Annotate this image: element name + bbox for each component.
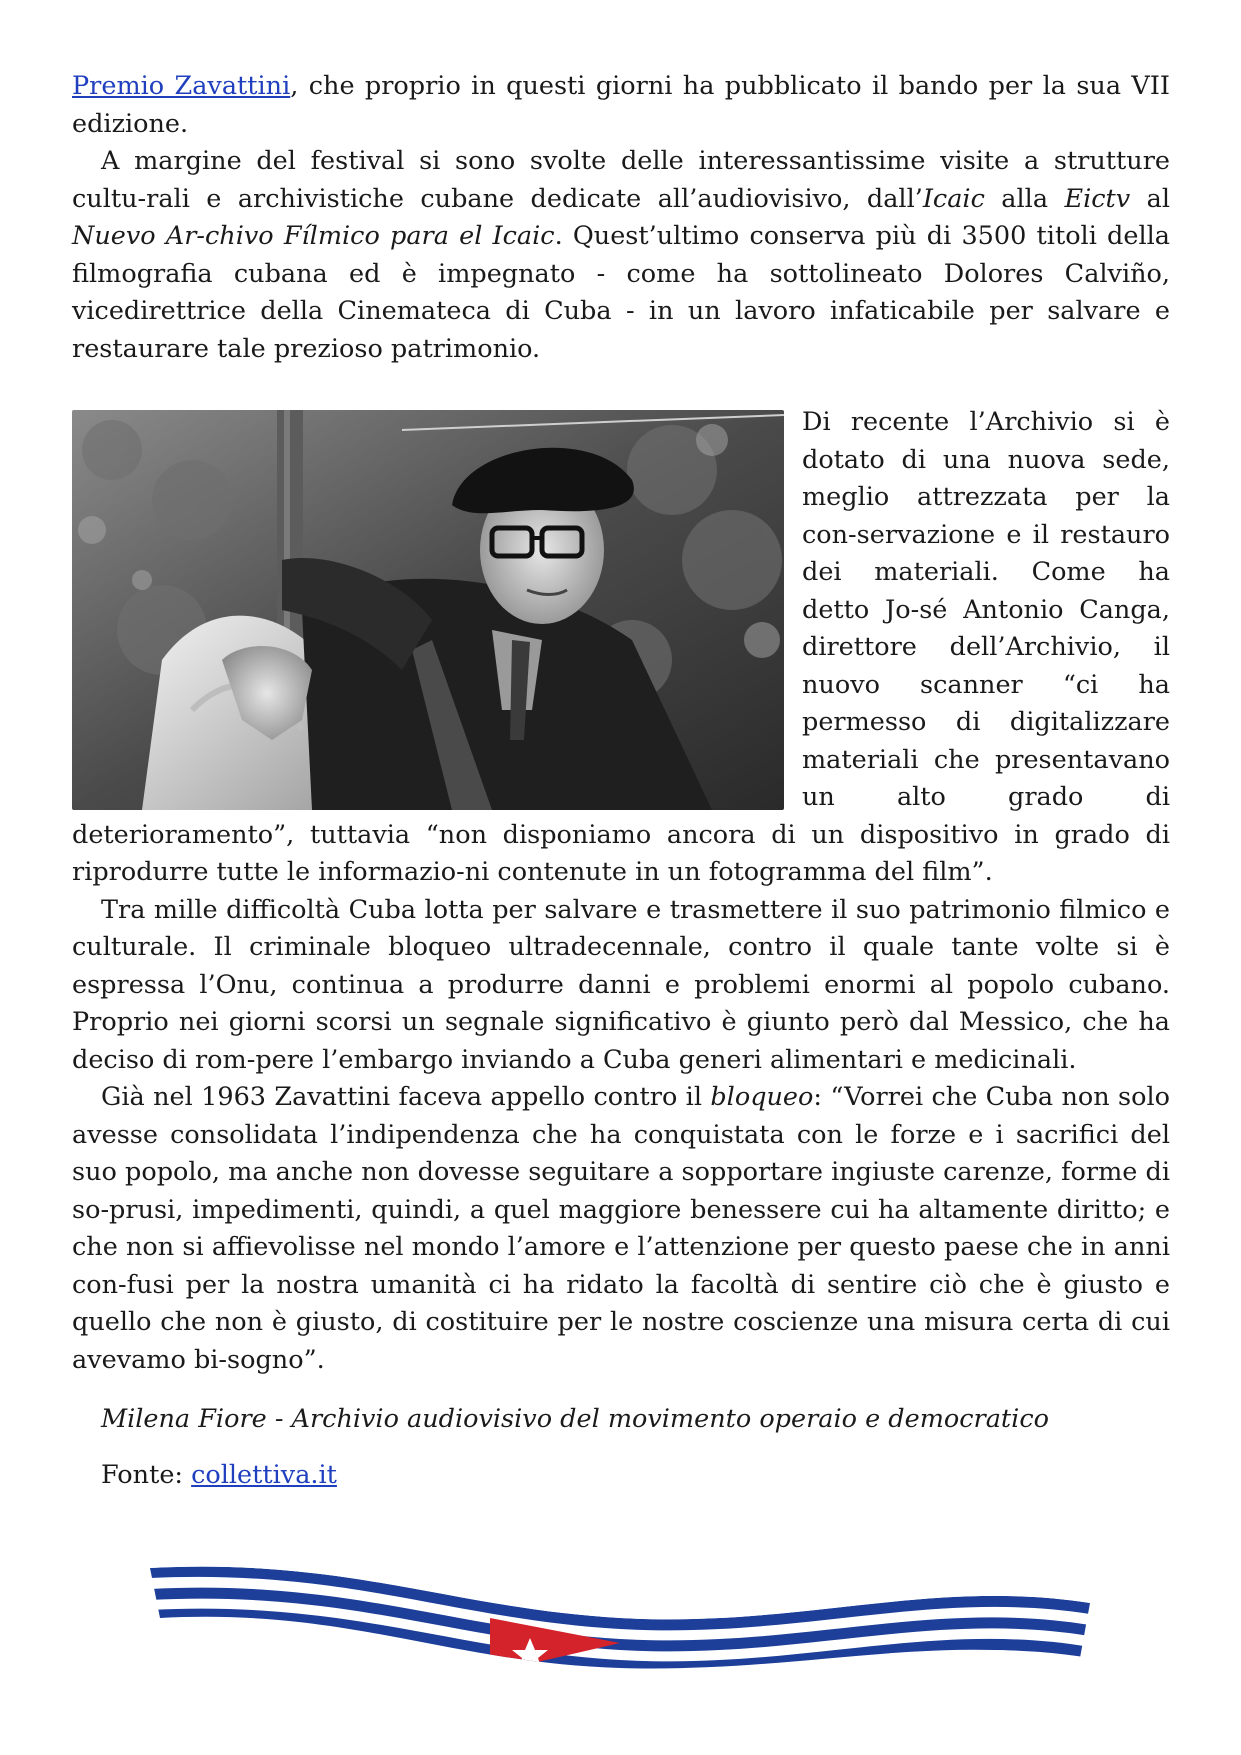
visits-text-1: A margine del festival si sono svolte delle interessantissime visite a strutture cultu-rali e archivistiche cubane dedicate all’audiovisivo, dall’ <box>72 146 1170 214</box>
paragraph-zavattini-quote <box>72 1079 1170 1379</box>
visits-text-4: . Quest’ultimo conserva più di 3500 titoli della filmografia cubana ed è impegnato - come ha sottolineato Dolores Calviño, vicedirettrice della Cinemateca di Cuba - in un lavoro infaticabile per salvare e restaurare tale prezioso patrimonio. <box>72 221 1170 364</box>
quote-text-1: Già nel 1963 Zavattini faceva appello contro il <box>101 1082 711 1112</box>
author-signature: Milena Fiore - Archivio audiovisivo del movimento operaio e democratico <box>101 1404 1049 1434</box>
intro-text: , che proprio in questi giorni ha pubblicato il bando per la sua VII edizione. <box>72 71 1170 139</box>
cuban-flag-ribbon-icon <box>150 1548 1090 1678</box>
paragraph-archive: Di recente l’Archivio si è dotato di una nuova sede, meglio attrezzata per la con-servazione e il restauro dei materiali. Come ha detto Jo-sé Antonio Canga, direttore dell’Archivio, il nuovo scanner “ci ha permesso di digitalizzare materiali che presentavano un alto grado di deterioramento”, tuttavia “non disponiamo ancora di un dispositivo in grado di riprodurre tutte le informazio-ni contenute in un fotogramma del film”. <box>72 407 1170 887</box>
source-label: Fonte: <box>101 1459 192 1490</box>
eictv-italic: Eictv <box>1064 183 1131 214</box>
portrait-photo <box>72 410 784 810</box>
visits-text-3: al <box>1130 183 1170 214</box>
paragraph-bloqueo: Tra mille difficoltà Cuba lotta per salvare e trasmettere il suo patrimonio filmico e culturale. Il criminale bloqueo ultradecennale, contro il quale tante volte si è espressa l’Onu, continua a produrre danni e problemi enormi al popolo cubano. Proprio nei giorni scorsi un segnale significativo è giunto però dal Messico, che ha deciso di rom-pere l’embargo inviando a Cuba generi alimentari e medicinali. <box>72 894 1170 1075</box>
quote-text-2: : “Vorrei che Cuba non solo avesse consolidata l’indipendenza che ha conquistata con le forze e i sacrifici del suo popolo, ma anche non dovesse seguitare a sopportare ingiuste carenze, forme di so-prusi, impedimenti, quindi, a quel maggiore benessere cui ha altamente diritto; e che non si affievolisse nel mondo l’amore e l’attenzione per questo paese che in anni con-fusi per la nostra umanità ci ha ridato la facoltà di sentire ciò che è giusto e quello che non è giusto, di costituire per le nostre coscienze una misura certa di cui avevamo bi-sogno”. <box>72 1082 1171 1375</box>
premio-zavattini-link[interactable]: Premio Zavattini <box>72 71 291 101</box>
icaic-italic: Icaic <box>922 183 985 214</box>
source-line <box>72 1457 1170 1495</box>
article-body <box>72 68 1170 1494</box>
collettiva-link[interactable]: collettiva.it <box>191 1459 337 1490</box>
spacer <box>72 368 1170 404</box>
bloqueo-italic: bloqueo <box>710 1082 814 1112</box>
paragraph-intro <box>72 68 1170 143</box>
paragraph-visits <box>72 143 1170 368</box>
visits-text-2: alla <box>984 183 1065 214</box>
nuevo-archivo-italic: Nuevo Ar-chivo Fílmico para el Icaic <box>72 221 555 251</box>
